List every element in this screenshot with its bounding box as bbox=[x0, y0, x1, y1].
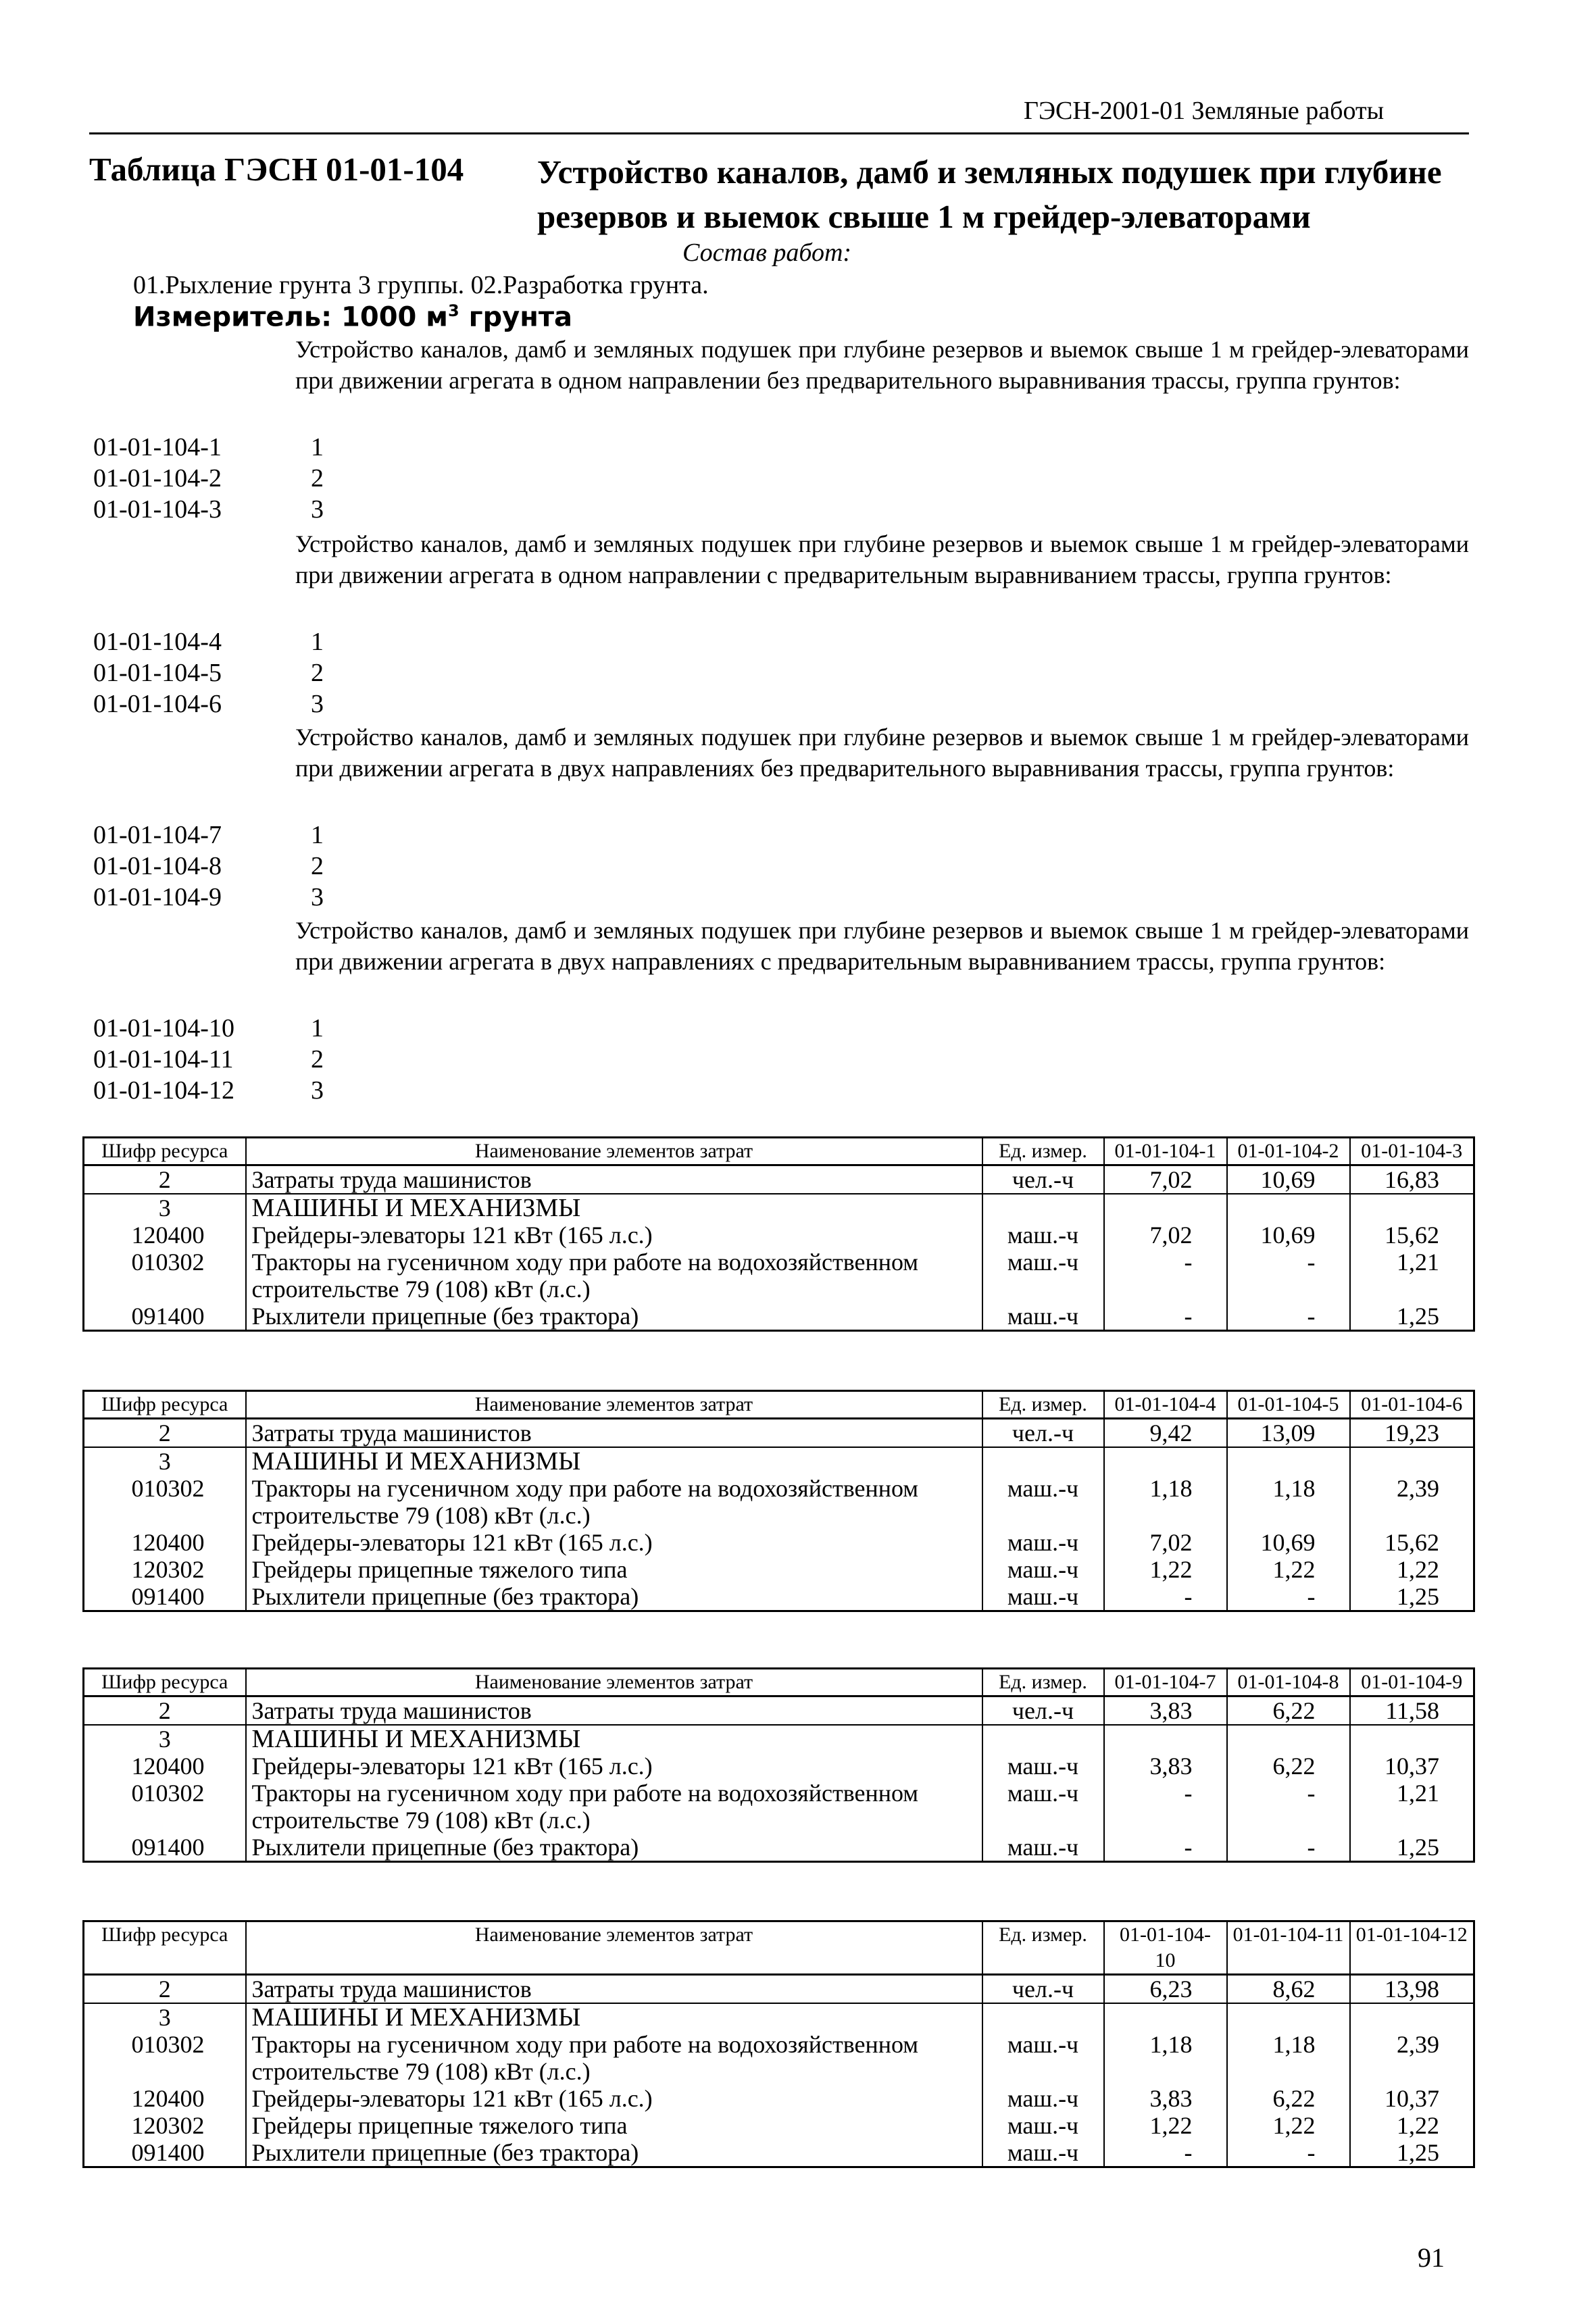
group-description: Устройство каналов, дамб и земляных подушек при глубине резервов и выемок свыше 1 м грейдер-элеваторами при движении агрегата в двух направлениях с предварительным выравниванием трассы, группа грунтов: bbox=[295, 917, 1469, 975]
resource-value bbox=[1104, 2003, 1227, 2031]
table-row bbox=[84, 1753, 1474, 1780]
resource-value: - bbox=[1227, 2139, 1350, 2167]
resource-table bbox=[82, 1920, 1475, 2168]
resource-value: 13,98 bbox=[1350, 1975, 1474, 2004]
soil-group: 1 bbox=[311, 1014, 324, 1042]
table-row bbox=[84, 1303, 1474, 1331]
soil-group: 3 bbox=[311, 883, 324, 911]
resource-value: - bbox=[1104, 2139, 1227, 2167]
measure-exponent: 3 bbox=[447, 301, 459, 320]
resource-code: 091400 bbox=[84, 1303, 246, 1331]
resource-unit: маш.-ч bbox=[982, 1529, 1104, 1556]
composition-heading: Состав работ: bbox=[682, 238, 852, 267]
table-row bbox=[84, 2085, 1474, 2112]
measure-unit bbox=[133, 301, 572, 332]
resource-code: 010302 bbox=[84, 1249, 246, 1303]
table-row bbox=[84, 1447, 1474, 1475]
group-description: Устройство каналов, дамб и земляных подушек при глубине резервов и выемок свыше 1 м грейдер-элеваторами при движении агрегата в двух направлениях без предварительного выравнивания трассы, группа грунтов: bbox=[295, 724, 1469, 782]
resource-code: 2 bbox=[84, 1419, 246, 1448]
resource-value: 6,22 bbox=[1227, 1753, 1350, 1780]
norm-code: 01-01-104-8 bbox=[93, 852, 222, 880]
resource-value: - bbox=[1227, 1834, 1350, 1862]
resource-code: 2 bbox=[84, 1696, 246, 1726]
resource-unit: маш.-ч bbox=[982, 2031, 1104, 2085]
resource-code: 120302 bbox=[84, 2112, 246, 2139]
resource-value: 1,25 bbox=[1397, 1834, 1439, 1861]
resource-value: 1,18 bbox=[1227, 1475, 1350, 1529]
resource-code: 091400 bbox=[84, 1583, 246, 1611]
resource-value bbox=[1104, 1725, 1227, 1753]
resource-value: 15,62 bbox=[1385, 1529, 1439, 1556]
resource-value: 1,21 bbox=[1397, 1249, 1439, 1276]
resource-unit: маш.-ч bbox=[982, 2139, 1104, 2167]
resource-unit: маш.-ч bbox=[982, 1834, 1104, 1862]
resource-value: 1,18 bbox=[1104, 1475, 1227, 1529]
resource-code: 120302 bbox=[84, 1556, 246, 1583]
table-header-row bbox=[84, 1138, 1474, 1165]
table-row bbox=[84, 2139, 1474, 2167]
resource-value: - bbox=[1104, 1303, 1227, 1331]
norm-code: 01-01-104-9 bbox=[93, 883, 222, 911]
soil-group: 3 bbox=[311, 495, 324, 524]
resource-code: 120400 bbox=[84, 1753, 246, 1780]
resource-unit: маш.-ч bbox=[982, 1780, 1104, 1834]
resource-value: 3,83 bbox=[1104, 2085, 1227, 2112]
soil-group: 2 bbox=[311, 852, 324, 880]
resource-name: Тракторы на гусеничном ходу при работе на водохозяйственном строительстве 79 (108) кВт (л.с.) bbox=[246, 1249, 982, 1303]
resource-code: 120400 bbox=[84, 2085, 246, 2112]
resource-value: 2,39 bbox=[1397, 2031, 1439, 2058]
resource-code: 010302 bbox=[84, 2031, 246, 2085]
resource-name: Тракторы на гусеничном ходу при работе на водохозяйственном строительстве 79 (108) кВт (л.с.) bbox=[246, 1780, 982, 1834]
resource-value: 1,18 bbox=[1227, 2031, 1350, 2085]
resource-table bbox=[82, 1390, 1475, 1612]
norm-code: 01-01-104-12 bbox=[93, 1076, 234, 1105]
work-items: 01.Рыхление грунта 3 группы. 02.Разработка грунта. bbox=[133, 271, 709, 299]
table-row bbox=[84, 1222, 1474, 1249]
header-resource-code: Шифр ресурса bbox=[84, 1669, 246, 1696]
table-row bbox=[84, 1249, 1474, 1303]
resource-value: 15,62 bbox=[1385, 1222, 1439, 1249]
soil-group: 1 bbox=[311, 433, 324, 461]
header-rule bbox=[89, 132, 1469, 134]
table-row bbox=[84, 1165, 1474, 1194]
header-unit: Ед. измер. bbox=[982, 1138, 1104, 1165]
resource-unit bbox=[982, 1194, 1104, 1222]
header-norm-code: 01-01-104-2 bbox=[1227, 1138, 1350, 1165]
table-row bbox=[84, 1696, 1474, 1726]
resource-value: 6,22 bbox=[1227, 1696, 1350, 1726]
table-row bbox=[84, 2112, 1474, 2139]
table-row bbox=[84, 1834, 1474, 1862]
table-header-row bbox=[84, 1669, 1474, 1696]
resource-value: 1,22 bbox=[1397, 2112, 1439, 2139]
resource-name: Рыхлители прицепные (без трактора) bbox=[246, 1583, 982, 1611]
resource-value: 1,25 bbox=[1397, 1583, 1439, 1610]
header-resource-code: Шифр ресурса bbox=[84, 1391, 246, 1419]
measure-unit-text: грунта bbox=[459, 301, 573, 333]
resource-unit: чел.-ч bbox=[982, 1696, 1104, 1726]
table-row bbox=[84, 1725, 1474, 1753]
resource-value: 1,25 bbox=[1397, 1303, 1439, 1330]
resource-value: 10,37 bbox=[1385, 1753, 1439, 1780]
resource-unit: маш.-ч bbox=[982, 1556, 1104, 1583]
resource-value: 6,23 bbox=[1104, 1975, 1227, 2004]
resource-unit: чел.-ч bbox=[982, 1419, 1104, 1448]
resource-value bbox=[1227, 1194, 1350, 1222]
soil-group: 1 bbox=[311, 628, 324, 656]
norm-code: 01-01-104-7 bbox=[93, 821, 222, 849]
header-norm-code: 01-01-104-1 bbox=[1104, 1138, 1227, 1165]
resource-value: 6,22 bbox=[1227, 2085, 1350, 2112]
header-norm-code: 01-01-104-3 bbox=[1350, 1138, 1474, 1165]
resource-unit: чел.-ч bbox=[982, 1165, 1104, 1194]
header-unit: Ед. измер. bbox=[982, 1921, 1104, 1975]
table-row bbox=[84, 2003, 1474, 2031]
resource-code: 2 bbox=[84, 1975, 246, 2004]
header-unit: Ед. измер. bbox=[982, 1669, 1104, 1696]
resource-value bbox=[1350, 1725, 1474, 1753]
resource-name: Грейдеры-элеваторы 121 кВт (165 л.с.) bbox=[246, 2085, 982, 2112]
resource-value: 1,21 bbox=[1397, 1780, 1439, 1807]
resource-name: МАШИНЫ И МЕХАНИЗМЫ bbox=[246, 1725, 982, 1753]
resource-value: 2,39 bbox=[1397, 1475, 1439, 1502]
resource-name: Затраты труда машинистов bbox=[246, 1975, 982, 2004]
header-resource-code: Шифр ресурса bbox=[84, 1921, 246, 1975]
header-norm-code: 01-01-104-9 bbox=[1350, 1669, 1474, 1696]
header-element-name: Наименование элементов затрат bbox=[246, 1921, 982, 1975]
resource-name: Грейдеры-элеваторы 121 кВт (165 л.с.) bbox=[246, 1753, 982, 1780]
resource-code: 120400 bbox=[84, 1222, 246, 1249]
norm-code: 01-01-104-1 bbox=[93, 433, 222, 461]
soil-group: 3 bbox=[311, 1076, 324, 1105]
resource-unit: маш.-ч bbox=[982, 1222, 1104, 1249]
running-head: ГЭСН-2001-01 Земляные работы bbox=[1024, 97, 1385, 125]
resource-value bbox=[1350, 1447, 1474, 1475]
norm-code: 01-01-104-3 bbox=[93, 495, 222, 524]
resource-value: 3,83 bbox=[1104, 1753, 1227, 1780]
table-header-row bbox=[84, 1391, 1474, 1419]
resource-name: Затраты труда машинистов bbox=[246, 1419, 982, 1448]
resource-value bbox=[1227, 1725, 1350, 1753]
resource-value: 1,25 bbox=[1397, 2139, 1439, 2166]
resource-unit bbox=[982, 1725, 1104, 1753]
resource-value bbox=[1227, 1447, 1350, 1475]
table-row bbox=[84, 1780, 1474, 1834]
resource-value: 7,02 bbox=[1104, 1529, 1227, 1556]
resource-value: - bbox=[1104, 1249, 1227, 1303]
resource-value: 8,62 bbox=[1227, 1975, 1350, 2004]
page-number: 91 bbox=[1418, 2242, 1445, 2273]
resource-unit: маш.-ч bbox=[982, 1583, 1104, 1611]
resource-value: 16,83 bbox=[1350, 1165, 1474, 1194]
resource-name: Грейдеры прицепные тяжелого типа bbox=[246, 2112, 982, 2139]
resource-value: 10,69 bbox=[1227, 1165, 1350, 1194]
resource-value bbox=[1350, 1194, 1474, 1222]
header-norm-code: 01-01-104-7 bbox=[1104, 1669, 1227, 1696]
resource-unit bbox=[982, 1447, 1104, 1475]
table-row bbox=[84, 1975, 1474, 2004]
header-resource-code: Шифр ресурса bbox=[84, 1138, 246, 1165]
soil-group: 3 bbox=[311, 690, 324, 718]
measure-label: Измеритель: 1000 м bbox=[133, 301, 448, 333]
resource-name: Затраты труда машинистов bbox=[246, 1696, 982, 1726]
resource-name: Тракторы на гусеничном ходу при работе на водохозяйственном строительстве 79 (108) кВт (л.с.) bbox=[246, 2031, 982, 2085]
header-norm-code: 01-01-104-4 bbox=[1104, 1391, 1227, 1419]
resource-code: 3 bbox=[84, 2003, 246, 2031]
header-norm-code: 01-01-104-8 bbox=[1227, 1669, 1350, 1696]
resource-code: 3 bbox=[84, 1447, 246, 1475]
resource-unit: маш.-ч bbox=[982, 1753, 1104, 1780]
resource-unit: маш.-ч bbox=[982, 2112, 1104, 2139]
norm-code: 01-01-104-10 bbox=[93, 1014, 234, 1042]
resource-table bbox=[82, 1136, 1475, 1332]
resource-value: 1,22 bbox=[1104, 2112, 1227, 2139]
resource-name: Рыхлители прицепные (без трактора) bbox=[246, 1834, 982, 1862]
resource-value: 10,37 bbox=[1385, 2085, 1439, 2112]
table-row bbox=[84, 1583, 1474, 1611]
resource-code: 2 bbox=[84, 1165, 246, 1194]
norm-code: 01-01-104-2 bbox=[93, 464, 222, 493]
norm-code: 01-01-104-11 bbox=[93, 1045, 234, 1074]
table-title: Устройство каналов, дамб и земляных подушек при глубине резервов и выемок свыше 1 м грейдер-элеваторами bbox=[537, 153, 1442, 235]
resource-name: МАШИНЫ И МЕХАНИЗМЫ bbox=[246, 1447, 982, 1475]
resource-code: 120400 bbox=[84, 1529, 246, 1556]
header-norm-code: 01-01-104-10 bbox=[1104, 1921, 1227, 1975]
soil-group: 1 bbox=[311, 821, 324, 849]
norm-code: 01-01-104-5 bbox=[93, 659, 222, 687]
norm-code: 01-01-104-6 bbox=[93, 690, 222, 718]
resource-code: 3 bbox=[84, 1725, 246, 1753]
table-row bbox=[84, 1556, 1474, 1583]
resource-value: 13,09 bbox=[1227, 1419, 1350, 1448]
resource-name: МАШИНЫ И МЕХАНИЗМЫ bbox=[246, 2003, 982, 2031]
resource-value: 19,23 bbox=[1350, 1419, 1474, 1448]
header-norm-code: 01-01-104-6 bbox=[1350, 1391, 1474, 1419]
header-norm-code: 01-01-104-11 bbox=[1227, 1921, 1350, 1975]
header-element-name: Наименование элементов затрат bbox=[246, 1391, 982, 1419]
resource-value: - bbox=[1227, 1780, 1350, 1834]
resource-value: 1,22 bbox=[1104, 1556, 1227, 1583]
resource-value bbox=[1350, 2003, 1474, 2031]
group-description: Устройство каналов, дамб и земляных подушек при глубине резервов и выемок свыше 1 м грейдер-элеваторами при движении агрегата в одном направлении без предварительного выравнивания трассы, группа грунтов: bbox=[295, 336, 1469, 394]
resource-name: Тракторы на гусеничном ходу при работе на водохозяйственном строительстве 79 (108) кВт (л.с.) bbox=[246, 1475, 982, 1529]
soil-group: 2 bbox=[311, 464, 324, 493]
table-header-row bbox=[84, 1921, 1474, 1975]
resource-value: 9,42 bbox=[1104, 1419, 1227, 1448]
resource-code: 091400 bbox=[84, 2139, 246, 2167]
table-row bbox=[84, 1419, 1474, 1448]
resource-table bbox=[82, 1667, 1475, 1863]
resource-value: - bbox=[1104, 1834, 1227, 1862]
soil-group: 2 bbox=[311, 1045, 324, 1074]
table-row bbox=[84, 1529, 1474, 1556]
resource-unit: чел.-ч bbox=[982, 1975, 1104, 2004]
resource-name: Рыхлители прицепные (без трактора) bbox=[246, 1303, 982, 1331]
resource-code: 3 bbox=[84, 1194, 246, 1222]
header-norm-code: 01-01-104-5 bbox=[1227, 1391, 1350, 1419]
resource-value: 1,22 bbox=[1227, 1556, 1350, 1583]
resource-value: 10,69 bbox=[1227, 1222, 1350, 1249]
resource-code: 010302 bbox=[84, 1780, 246, 1834]
resource-value: 3,83 bbox=[1104, 1696, 1227, 1726]
resource-value: - bbox=[1227, 1583, 1350, 1611]
resource-unit: маш.-ч bbox=[982, 1475, 1104, 1529]
resource-value: - bbox=[1227, 1303, 1350, 1331]
header-element-name: Наименование элементов затрат bbox=[246, 1138, 982, 1165]
resource-value: 1,18 bbox=[1104, 2031, 1227, 2085]
resource-name: Грейдеры-элеваторы 121 кВт (165 л.с.) bbox=[246, 1222, 982, 1249]
resource-value bbox=[1227, 2003, 1350, 2031]
table-row bbox=[84, 1475, 1474, 1529]
resource-value bbox=[1104, 1447, 1227, 1475]
resource-code: 091400 bbox=[84, 1834, 246, 1862]
group-description: Устройство каналов, дамб и земляных подушек при глубине резервов и выемок свыше 1 м грейдер-элеваторами при движении агрегата в одном направлении с предварительным выравниванием трассы, группа грунтов: bbox=[295, 530, 1469, 588]
resource-value: - bbox=[1227, 1249, 1350, 1303]
resource-value: 10,69 bbox=[1227, 1529, 1350, 1556]
resource-value: 1,22 bbox=[1397, 1556, 1439, 1583]
header-unit: Ед. измер. bbox=[982, 1391, 1104, 1419]
resource-name: Грейдеры прицепные тяжелого типа bbox=[246, 1556, 982, 1583]
table-row bbox=[84, 1194, 1474, 1222]
resource-value: 7,02 bbox=[1104, 1222, 1227, 1249]
resource-value: - bbox=[1104, 1583, 1227, 1611]
table-label: Таблица ГЭСН 01-01-104 bbox=[89, 151, 464, 188]
resource-value: 7,02 bbox=[1104, 1165, 1227, 1194]
header-norm-code: 01-01-104-12 bbox=[1350, 1921, 1474, 1975]
resource-name: МАШИНЫ И МЕХАНИЗМЫ bbox=[246, 1194, 982, 1222]
resource-name: Рыхлители прицепные (без трактора) bbox=[246, 2139, 982, 2167]
resource-unit bbox=[982, 2003, 1104, 2031]
resource-unit: маш.-ч bbox=[982, 2085, 1104, 2112]
resource-value: 11,58 bbox=[1350, 1696, 1474, 1726]
resource-code: 010302 bbox=[84, 1475, 246, 1529]
resource-value: - bbox=[1104, 1780, 1227, 1834]
norm-code: 01-01-104-4 bbox=[93, 628, 222, 656]
header-element-name: Наименование элементов затрат bbox=[246, 1669, 982, 1696]
resource-value: 1,22 bbox=[1227, 2112, 1350, 2139]
table-row bbox=[84, 2031, 1474, 2085]
resource-name: Грейдеры-элеваторы 121 кВт (165 л.с.) bbox=[246, 1529, 982, 1556]
resource-value bbox=[1104, 1194, 1227, 1222]
resource-name: Затраты труда машинистов bbox=[246, 1165, 982, 1194]
soil-group: 2 bbox=[311, 659, 324, 687]
resource-unit: маш.-ч bbox=[982, 1249, 1104, 1303]
resource-unit: маш.-ч bbox=[982, 1303, 1104, 1331]
